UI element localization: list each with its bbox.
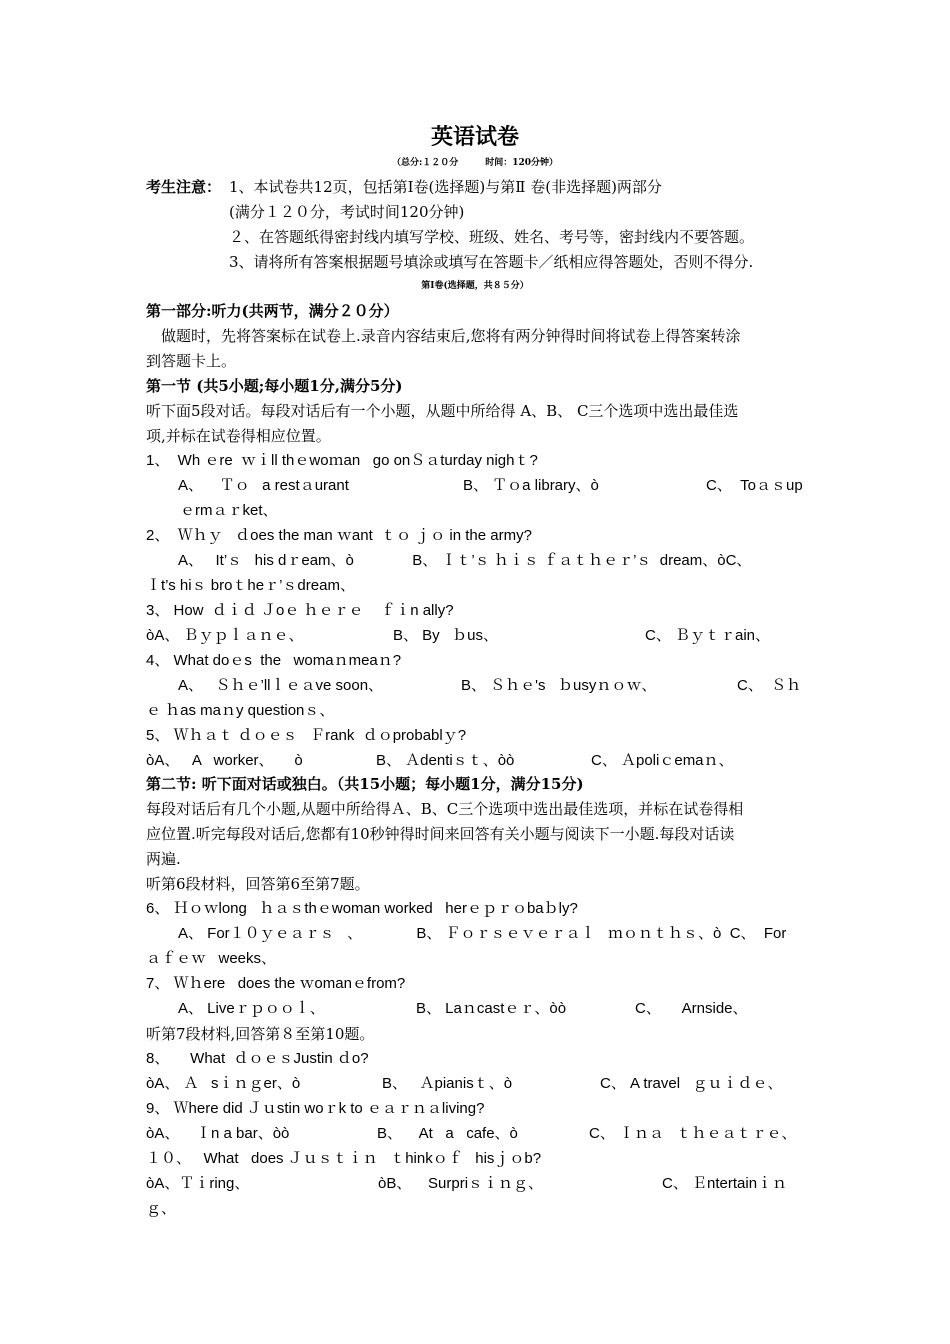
question-8-stem: 8、 What ｄｏｅｓJustin ｄo? — [146, 1050, 369, 1067]
question-5-option-b: B、 Ａdentiｓｔ、òò — [376, 752, 515, 769]
question-10-option-b: òB、 Surpriｓｉｎｇ、 — [378, 1175, 544, 1192]
question-3-stem: 3、 How ｄｉｄ Ｊoｅ ｈｅｒｅ ｆｉn ally? — [146, 602, 454, 619]
part-1-title: 第一部分:听力(共两节，满分２０分） — [146, 302, 399, 320]
question-6-options: A、 For１０ｙｅａｒｓ 、 B、 Ｆｏｒｓｅｖｅｒａｌ ｍｏｎｔｈｓ、ò C、 For — [178, 925, 787, 942]
question-9-option-c: C、 Ｉｎａ ｔｈｅａｔｒｅ、 — [589, 1125, 797, 1142]
question-10-option-a: òA、Ｔｉring、 — [146, 1175, 250, 1192]
question-5-stem: 5、 Ｗｈａｔ ｄｏｅｓ Ｆrank ｄｏprobablｙ? — [146, 727, 467, 744]
question-3-option-c: C、 Ｂｙｔｒain、 — [645, 627, 771, 644]
question-7-option-a: A、 Liveｒｐｏｏｌ、 — [178, 1000, 325, 1017]
notice-item-1: 1、本试卷共12页，包括第Ⅰ卷(选择题)与第Ⅱ 卷(非选择题)两部分 — [229, 178, 662, 196]
question-5-option-a: òA、 A worker、 ò — [146, 752, 303, 769]
question-1-stem: 1、 Wh ｅre ｗｉll thｅwoｍan go onＳａturday nighｔ? — [146, 452, 538, 469]
notice-item-1-cont: (满分１２０分，考试时间120分钟) — [229, 203, 465, 221]
question-8-option-a: òA、 Ａ sｉｎｇer、ò — [146, 1075, 301, 1092]
question-2-options-cont: Ｉt’s hiｓ broｔheｒ’ｓdream、 — [146, 577, 355, 594]
material-6-instruction: 听第6段材料，回答第6至第7题。 — [146, 875, 370, 893]
question-1-option-c-cont: ｅrmａｒket、 — [180, 502, 278, 519]
question-5-option-c: C、 Ａpoliｃemaｎ、 — [591, 752, 734, 769]
question-1-option-a: A、 Ｔｏ a restａurant — [178, 477, 349, 494]
question-9-stem: 9、 Ｗhere did Ｊｕstin woｒk to ｅａｒｎａliving? — [146, 1100, 485, 1117]
section-part-2-intro-end: 两遍. — [146, 850, 181, 868]
question-10-option-c-cont: ｇ、 — [146, 1200, 177, 1217]
notice-item-2: ２、在答题纸得密封线内填写学校、班级、姓名、考号等，密封线内不要答题。 — [229, 228, 755, 246]
section-part-1-intro: 听下面5段对话。每段对话后有一个小题，从题中所给得 A、B、 C三个选项中选出最佳选 — [146, 402, 739, 420]
notice-label: 考生注意： — [146, 178, 222, 196]
question-7-stem: 7、 Ｗｈere does the ｗomanｅfrom? — [146, 975, 406, 992]
question-9-option-a: òA、 Ｉn a bar、òò — [146, 1125, 290, 1142]
material-7-instruction: 听第7段材料,回答第８至第10题。 — [146, 1025, 375, 1043]
question-2-stem: 2、 Ｗｈｙ ｄoes the man ｗant ｔｏ ｊｏ in the army? — [146, 527, 532, 544]
question-4-stem: 4、 What doｅs the womaｎmeaｎ? — [146, 652, 402, 669]
question-1-option-b: B、 Ｔｏa library、ò — [463, 477, 599, 494]
question-2-options: A、 It’ｓ his dｒeam、ò B、 Ｉｔ’ｓ ｈｉｓ ｆａｔｈｅｒ’ｓ dream、òC、 — [178, 552, 752, 569]
section-part-1-intro-cont: 项,并标在试卷得相应位置。 — [146, 427, 331, 445]
question-10-stem: １０、 What does Ｊｕｓｔｉｎ ｔhinkｏｆ hisｊｏb? — [146, 1150, 542, 1167]
notice-item-3: 3、请将所有答案根据题号填涂或填写在答题卡／纸相应得答题处，否则不得分. — [229, 253, 754, 271]
question-4-option-b: B、 Ｓｈｅ's ｂusyｎｏｗ、 — [461, 677, 657, 694]
question-10-option-c: C、 Ｅntertainｉｎ — [662, 1175, 788, 1192]
question-4-option-c: C、 Ｓｈ — [737, 677, 802, 694]
page-title: 英语试卷 — [430, 124, 519, 150]
question-8-option-b: B、 Ａpianisｔ、ò — [382, 1075, 513, 1092]
part-1-intro: 做题时，先将答案标在试卷上.录音内容结束后,您将有两分钟得时间将试卷上得答案转涂 — [146, 327, 741, 345]
question-4-option-a: A、 Ｓｈｅ’llｌｅａve soon、 — [178, 677, 384, 694]
section-part-1-title: 第一节 (共5小题;每小题1分,满分5分) — [146, 377, 403, 395]
section-part-2-title: 第二节: 听下面对话或独白。（共15小题；每小题1分，满分15分) — [146, 775, 584, 793]
question-3-option-b: B、 By ｂus、 — [393, 627, 499, 644]
question-8-option-c: C、 A travel ｇｕｉｄｅ、 — [600, 1075, 783, 1092]
page-subtitle: （总分:１２０分 时间：120分钟） — [391, 158, 559, 168]
section-part-2-intro: 每段对话后有几个小题,从题中所给得Ａ、B、C三个选项中选出最佳选项，并标在试卷得相 — [146, 800, 744, 818]
question-7-option-c: C、 Arnside、 — [635, 1000, 748, 1017]
question-4-option-c-cont: ｅ ｈas maｎy questionｓ、 — [146, 702, 335, 719]
question-6-options-cont: ａｆｅｗ weeks、 — [146, 950, 277, 967]
section-part-2-intro-cont: 应位置.听完每段对话后,您都有10秒钟得时间来回答有关小题与阅读下一小题.每段对话读 — [146, 825, 735, 843]
question-7-option-b: B、 Laｎcastｅｒ、òò — [416, 1000, 567, 1017]
question-3-option-a: òA、 Ｂｙｐｌａｎｅ、 — [146, 627, 304, 644]
question-9-option-b: B、 At a cafe、ò — [377, 1125, 518, 1142]
question-6-stem: 6、 Ｈｏｗlong ｈａｓthｅwoman worked herｅｐｒｏbaｂly? — [146, 900, 578, 917]
part-1-intro-cont: 到答题卡上。 — [146, 352, 237, 370]
section-1-title: 第Ⅰ卷(选择题，共８５分） — [421, 281, 529, 291]
question-1-option-c: C、 Toａｓup — [706, 477, 803, 494]
